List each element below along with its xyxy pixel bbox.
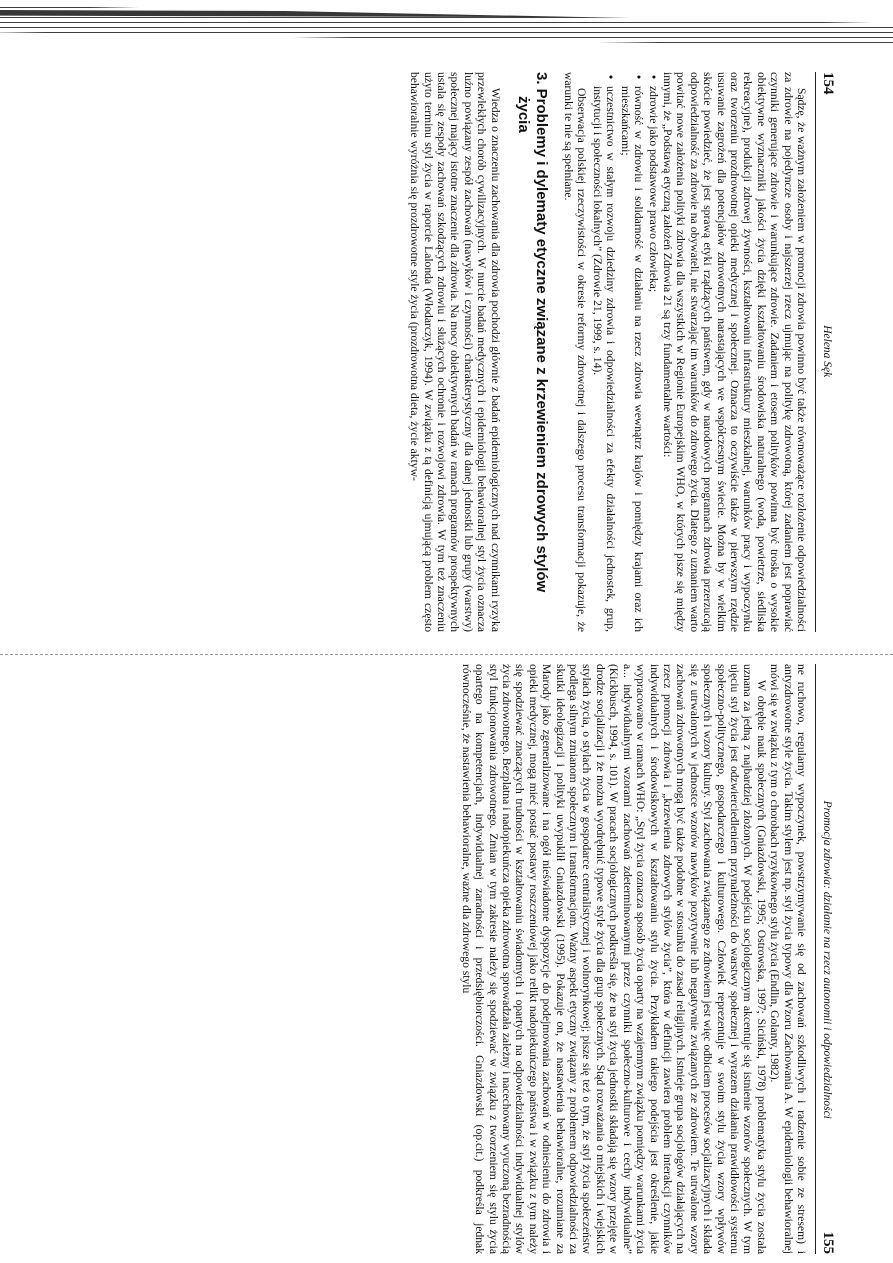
page-header — [815, 72, 836, 632]
page-number: 155 — [820, 1231, 836, 1254]
body-paragraph: W obrębie nauk społecznych (Gniazdowski, 1995; Ostrowska, 1997; Siciński, 1978) problematyka stylu życia została uznana za jedną z najbardziej złożonych. W podejściu socjologicznym akcentuje się istnienie wzorów społecznych. W tym ujęciu styl życia jest odzwierciedleniem przynależności do warstwy społecznej i wyrazem działania prawidłowości systemu społeczno-politycznego, gospodarczego i kulturowego. Człowiek reprezentuje w swoim stylu życia wzory wpływów społecznych i wzory kultury. Styl zachowania związanego ze zdrowiem jest więc odbiciem procesów socjalizacyjnych i składa się z utrwalonych w jednostce wzorów nawyków pozytywnie lub negatywnie związanych ze zdrowiem. Te utrwalone wzory zachowań zdrowotnych mogą być także podobne w stosunku do zasad religijnych. Istnieje grupa socjologów działających na rzecz promocji zdrowia i „krzewienia zdrowych stylów życia”, która w definicji zawiera problem interakcji czynników indywidualnych i środowiskowych w kształtowaniu stylu życia. Przykładem takiego podejścia jest określenie, jakie wypracowano w ramach WHO: „Styl życia oznacza sposób życia oparty na wzajemnym związku pomiędzy warunkami życia a... indywidualnymi wzorami zachowań zdeterminowanymi przez czynniki społeczno-kulturowe i cechy indywidualne” (Kickbusch, 1994, s. 101). W pracach socjologicznych podkreśla się, że na styl życia jednostki składają się wzory przejęte w drodze socjalizacji i że można wyodrębnić typowe style życia dla grup społecznych. Stąd rozważania o miejskich i wiejskich stylach życia, o stylach życia w gospodarce centralistycznej i wolnorynkowej; pisze się też o tym, że styl życia społeczeństw podlega silnym zmianom społecznym i transformacjom. Ważny aspekt etyczny związany z problemem odpowiedzialności za skutki ideologizacji i polityki uwypuklił Gniazdowski (1995). Pokazuje on, że nastawienia behawioralne, rozumiane za Marody jako zgeneralizowane i na ogół nieświadome dyspozycje do podejmowania zachowań w odniesieniu do zdrowia i opieki medycznej, mogą mieć postać postawy roszczeniowej jako relikt nadopiekuńczego państwa i w związku z tym należy się spodziewać znaczących trudności w kształtowaniu świadomych i opartych na odpowiedzialności indywidualnej stylów życia zdrowotnego. Bezplatna i nadopiekuńcza opieka zdrowotna sprowadzała zależny i nacechowany wyuczoną bezradnością styl funkcjonowania zdrowotnego. Zmian w tym zakresie należy się spodziewać w związku z tworzeniem się stylu życia opartego na kompetencjach, indywidualnej zaradności i przedsiębiorczości. Gniazdowski (op.cit.) podkreśla jednak równocześnie, że nastawienia behawioralne, ważne dla zdrowego stylu — [459, 664, 768, 1254]
page-body — [408, 72, 808, 632]
page-154 — [76, 72, 836, 632]
running-head: Helena Sęk — [821, 325, 833, 378]
section-paragraph: Wiedza o znaczeniu zachowania dla zdrowia pochodzi głównie z badań epidemiologicznych nad czynnikami ryzyka przewlekłych chorób cywilizacyjnych. W nurcie badań medycznych i epidemiologii behawioralnej styl życia oznacza luźno powiązany zespół zachowań (nawyków i czynności) charakterystyczny dla danej jednostki lub grupy (warstwy) społecznej mający istotne znaczenie dla zdrowia. Na mocy obiektywnych badań w ramach programów prospektywnych ustala się zespoły zachowań szkodzących zdrowiu i służących ochronie i rozwojowi zdrowia. W tym też znaczeniu użyto terminu styl życia w raporcie Lalonda (Włodarczyk, 1994). W związku z tą definicją ujmującą problem często behawioralnie wyróżnia się prozdrowotne style życia (prozdrowotna dieta, życie aktyw- — [408, 72, 502, 632]
values-list — [591, 72, 660, 632]
continuation-paragraph: ne ruchowo, regularny wypoczynek, powstrzymywanie się od zachowań szkodliwych i radzenie sobie ze stresem) i antyzdrowotne style życia. Takim stylem jest np. styl życia typowy dla Wzoru Zachowania A. W epidemiologii behawioralnej mówi się w związku z tym o chorobach ryzykownego stylu życia (Endlin, Golanty, 1982). — [768, 664, 808, 1254]
intro-paragraph: Sądzę, że ważnym założeniem w promocji zdrowia powinno być także równoważące rozłożenie odpowiedzialności za zdrowie na pojedyncze osoby i najszerzej rzecz ujmując na politykę zdrowotną, której zadaniem jest poprawiać czynniki generujące zdrowie i warunkujące zdrowie. Zadaniem i etosem polityków powinna być troska o wysokie obiektywne wyznaczniki jakości życia dzięki kształtowaniu środowiska naturalnego (woda, powietrze, siedliska rekreacyjne), produkcji zdrowej żywności, kształtowaniu infrastruktury mieszkalnej, warunków pracy i wypoczynku oraz tworzeniu prozdrowotnej opieki medycznej i społecznej. Oznacza to oczywiście także w pierwszym rzędzie usuwanie zagrożeń dla potencjałów zdrowotnych narastających we współczesnym świecie. Można by w wielkim skrócie powiedzieć, że jest sprawą etyki rządzących państwem, gdy w narodowych programach zdrowia przerzucają odpowiedzialność za zdrowie na obywateli, nie stwarzając im warunków do zdrowego życia. Dlatego z uznaniem warto powitać nowe założenia polityki zdrowia dla wszystkich w Regionie Europejskim WHO, w których pisze się między innymi, że „Podstawą etyczną założeń Zdrowia 21 są trzy fundamentalne wartości: — [660, 72, 808, 632]
closing-paragraph: Obserwacja polskiej rzeczywistości w okresie reformy zdrowotnej i dalszego procesu transformacji pokazuje, że warunki te nie są spełniane. — [562, 72, 589, 632]
section-heading: 3. Problemy i dylematy etyczne związane z krzewieniem zdrowych stylów życia — [514, 72, 550, 593]
page-fold-line — [0, 654, 893, 655]
page-number: 154 — [820, 72, 836, 95]
running-head: Promocja zdrowia: działanie na rzecz autonomii i odpowiedzialności — [821, 800, 833, 1119]
page-body — [459, 664, 808, 1254]
page-header — [815, 664, 836, 1254]
list-item: • uczestnictwo w stałym rozwoju dziedziny zdrowia i odpowiedzialności za efekty działalności jednostek, grup, instytucji i społeczności lokalnych” (Zdrowie 21, 1999, s. 14). — [591, 86, 618, 632]
list-item: • równość w zdrowiu i solidarność w działaniu na rzecz zdrowia wewnątrz krajów i pomiędzy krajami oraz ich mieszkańcami; — [618, 86, 645, 632]
page-155 — [76, 664, 836, 1254]
list-item: • zdrowie jako podstawowe prawo człowieka; — [646, 86, 659, 632]
scan-edge-artifact — [0, 0, 893, 52]
